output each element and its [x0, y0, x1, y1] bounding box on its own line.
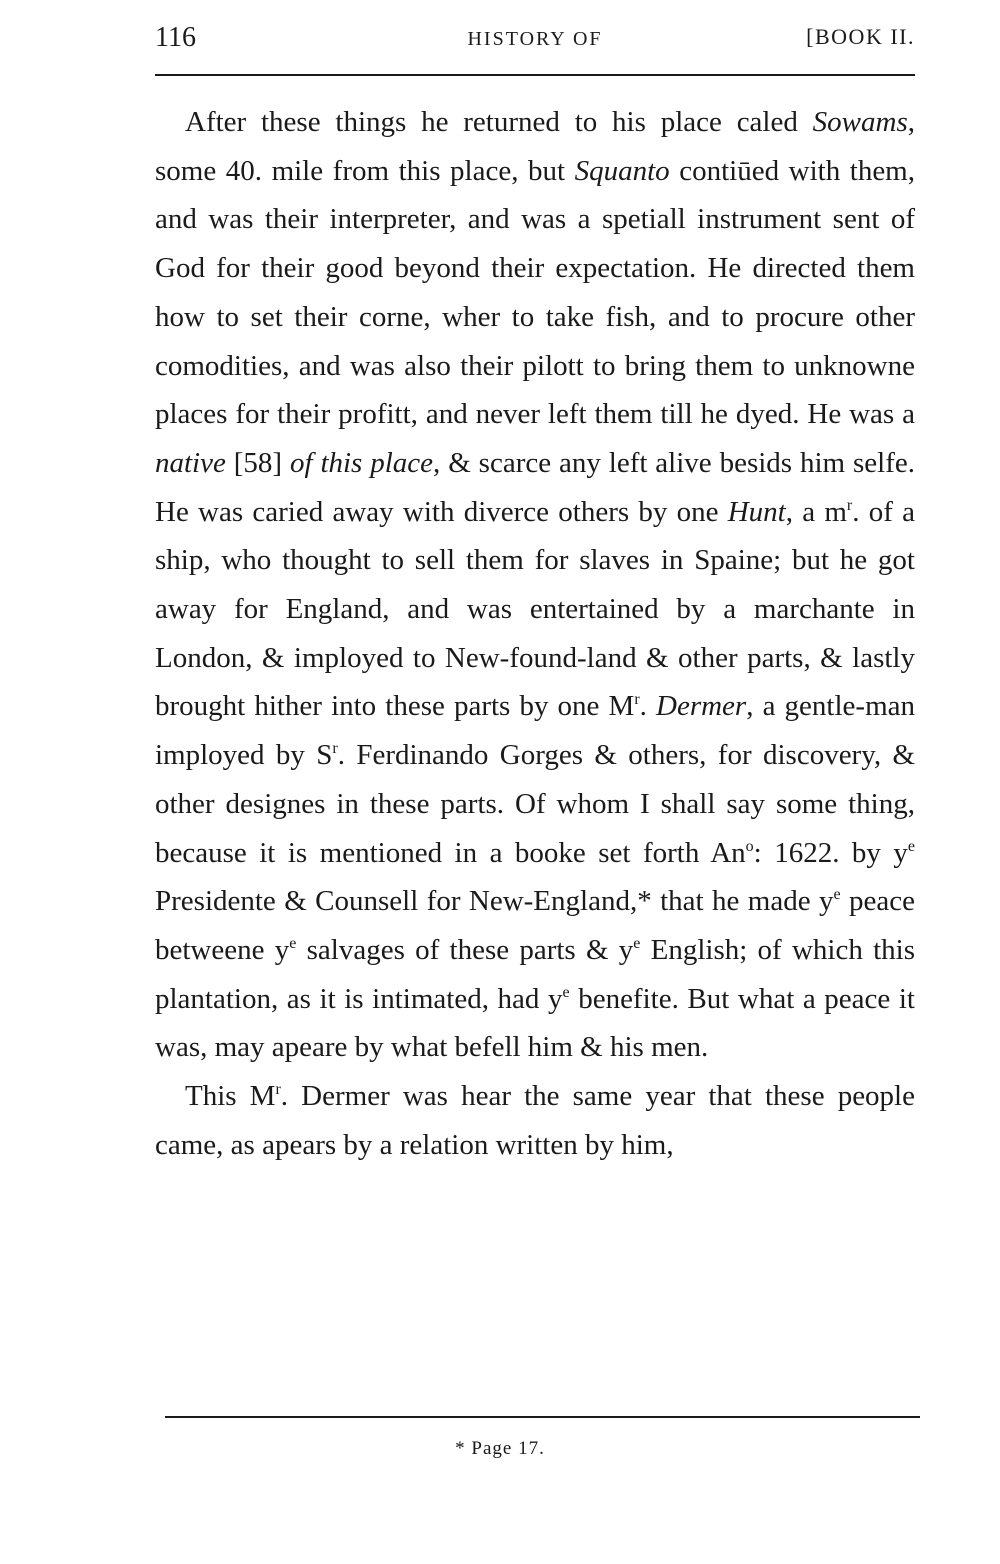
superscript: e — [907, 837, 915, 855]
italic-person-name: Hunt — [727, 495, 786, 528]
page-number: 116 — [155, 22, 196, 53]
superscript: e — [633, 934, 641, 952]
footnote: * Page 17. — [455, 1438, 545, 1459]
superscript: e — [562, 983, 570, 1001]
italic-person-name: Dermer — [656, 690, 747, 723]
body-text — [155, 98, 915, 1169]
paragraph-2: This $M^r$. Dermer was hear the same year that these people came, as apears by a relation written by him, — [155, 1080, 915, 1161]
superscript: e — [833, 886, 841, 904]
book-reference: [BOOK II. — [806, 24, 915, 49]
superscript: r — [275, 1081, 281, 1099]
superscript: e — [289, 934, 297, 952]
italic-phrase: native — [155, 446, 226, 479]
header-rule — [155, 74, 915, 76]
running-head: HISTORY OF — [467, 28, 603, 50]
italic-person-name: Squanto — [574, 154, 670, 187]
superscript: r — [332, 740, 338, 758]
italic-phrase: of this place — [289, 446, 434, 479]
superscript: r — [846, 496, 853, 514]
superscript: r — [634, 691, 640, 709]
italic-place-name: Sowams — [812, 106, 908, 138]
footnote-rule — [165, 1416, 920, 1418]
paragraph-1: After these things he returned to his place caled Sowams, some 40. mile from this place, but Squanto contiūed with them, and was their interpreter, and was a spetiall instrument sent of God for their good beyond their expectation. He directed them how to set their corne, wher to take fish, and to procure other comodities, and was also their pilott to bring them to unknowne places for their profitt, and never left them till he dyed. He was a native [58] of this place, & scarce any left alive besids him selfe. He was caried away with diverce others by one Hunt, a $m^r$. of a ship, who thought to sell them for slaves in Spaine; but he got away for England, and was entertained by a marchante in London, & imployed to New-found-land & other parts, & lastly brought hither into these parts by one $M^r$. Dermer, a gentle-man imployed by $S^r$. Ferdinando Gorges & others, for discovery, & other designes in these parts. Of whom I shall say some thing, because it is mentioned in a booke set forth An$^o$: 1622. by $y^e$ Presidente & Counsell for New-England,* that he made $y^e$ peace betweene $y^e$ salvages of these parts & $y^e$ English; of which this plantation, as it is intimated, had $y^e$ benefite. But what a peace it was, may apeare by what befell him & his men. — [155, 106, 916, 1064]
page-header — [155, 22, 915, 62]
superscript: o — [745, 837, 754, 855]
